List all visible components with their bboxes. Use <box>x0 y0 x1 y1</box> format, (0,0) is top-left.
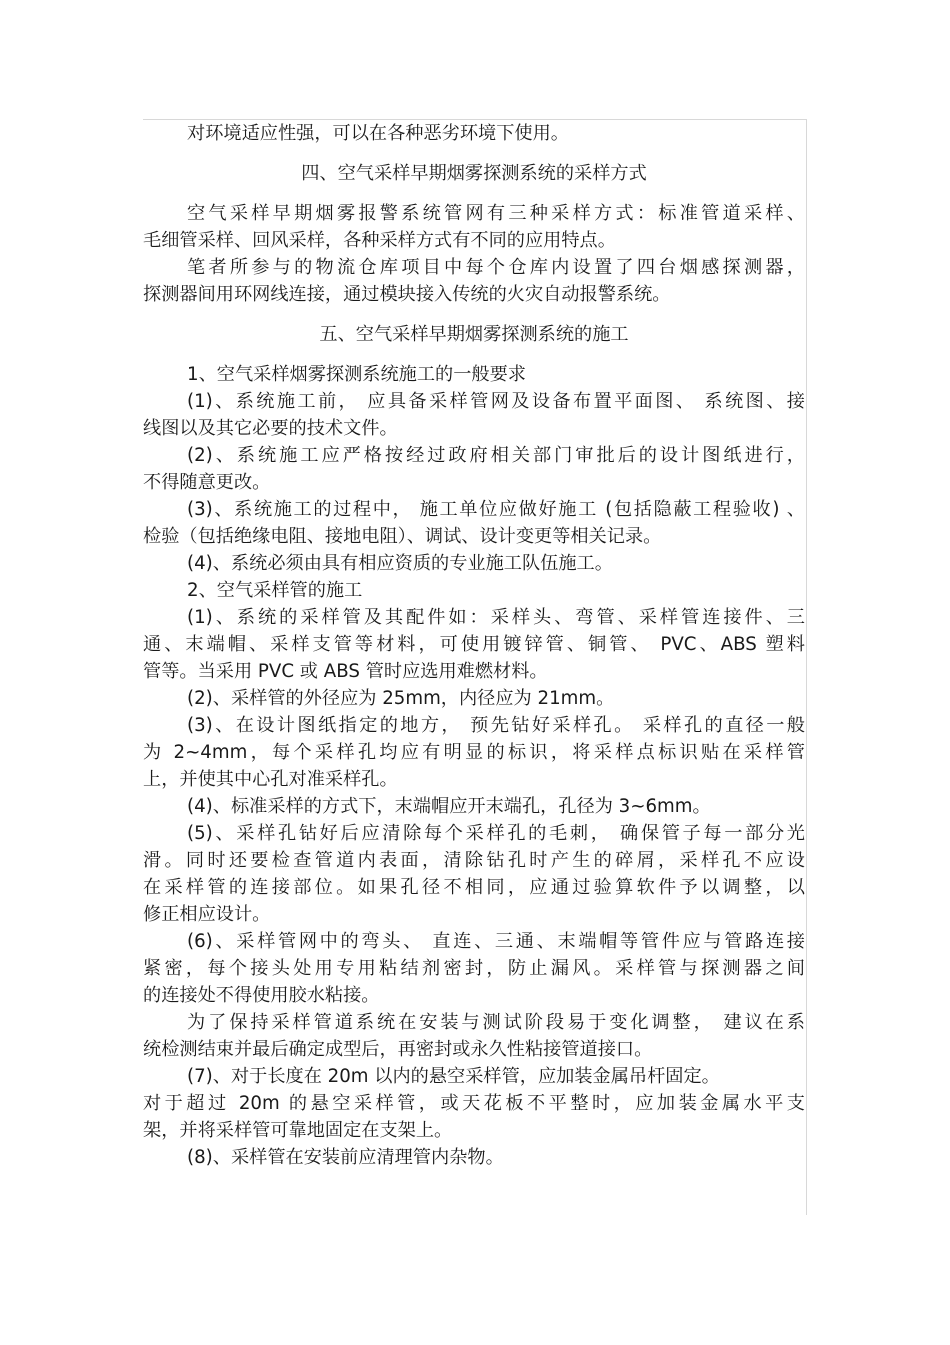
paragraph-line: (6)、采样管网中的弯头、 直连、三通、末端帽等管件应与管路连接 <box>187 931 805 952</box>
paragraph-line: 为了保持采样管道系统在安装与测试阶段易于变化调整， 建议在系 <box>187 1012 805 1033</box>
paragraph-line: 的连接处不得使用胶水粘接。 <box>143 985 380 1006</box>
paragraph-line: (1)、系统的采样管及其配件如：采样头、弯管、采样管连接件、三 <box>187 607 805 628</box>
paragraph-line: 不得随意更改。 <box>143 472 271 493</box>
paragraph-line: 探测器间用环网线连接，通过模块接入传统的火灾自动报警系统。 <box>143 284 671 305</box>
paragraph-line: 上，并使其中心孔对准采样孔。 <box>143 769 398 790</box>
paragraph-line: 统检测结束并最后确定成型后，再密封或永久性粘接管道接口。 <box>143 1039 653 1060</box>
paragraph-line: (2)、系统施工应严格按经过政府相关部门审批后的设计图纸进行， <box>187 445 805 466</box>
paragraph-line: 修正相应设计。 <box>143 904 271 925</box>
paragraph-line: (1)、系统施工前， 应具备采样管网及设备布置平面图、 系统图、接 <box>187 391 805 412</box>
paragraph-line: 为 2~4mm，每个采样孔均应有明显的标识，将采样点标识贴在采样管 <box>143 742 805 763</box>
paragraph-line: 在采样管的连接部位。如果孔径不相同，应通过验算软件予以调整，以 <box>143 877 805 898</box>
paragraph-line: 毛细管采样、回风采样，各种采样方式有不同的应用特点。 <box>143 230 616 251</box>
subsection-heading-1: 1、空气采样烟雾探测系统施工的一般要求 <box>187 364 526 385</box>
paragraph-line: 对环境适应性强，可以在各种恶劣环境下使用。 <box>187 123 569 144</box>
paragraph-line: (4)、标准采样的方式下，末端帽应开末端孔，孔径为 3~6mm。 <box>187 796 711 817</box>
paragraph-line: 架，并将采样管可靠地固定在支架上。 <box>143 1120 453 1141</box>
paragraph-line: (3)、在设计图纸指定的地方， 预先钻好采样孔。 采样孔的直径一般 <box>187 715 805 736</box>
paragraph-line: 线图以及其它必要的技术文件。 <box>143 418 398 439</box>
paragraph-line: (3)、系统施工的过程中， 施工单位应做好施工 (包括隐蔽工程验收) 、 <box>187 499 805 520</box>
paragraph-line: (8)、采样管在安装前应清理管内杂物。 <box>187 1147 504 1168</box>
paragraph-line: 紧密，每个接头处用专用粘结剂密封，防止漏风。采样管与探测器之间 <box>143 958 805 979</box>
subsection-heading-2: 2、空气采样管的施工 <box>187 580 363 601</box>
section-heading-5: 五、空气采样早期烟雾探测系统的施工 <box>319 324 629 345</box>
document-body <box>143 120 805 1171</box>
paragraph-line: (4)、系统必须由具有相应资质的专业施工队伍施工。 <box>187 553 613 574</box>
paragraph-line: 笔者所参与的物流仓库项目中每个仓库内设置了四台烟感探测器， <box>187 257 805 278</box>
paragraph-line: (2)、采样管的外径应为 25mm，内径应为 21mm。 <box>187 688 615 709</box>
paragraph-line: 管等。当采用 PVC 或 ABS 管时应选用难燃材料。 <box>143 661 548 682</box>
paragraph-line: 通、末端帽、采样支管等材料，可使用镀锌管、铜管、 PVC、ABS 塑料 <box>143 634 805 655</box>
paragraph-line: 空气采样早期烟雾报警系统管网有三种采样方式：标准管道采样、 <box>187 203 805 224</box>
paragraph-line: (7)、对于长度在 20m 以内的悬空采样管，应加装金属吊杆固定。 <box>187 1066 720 1087</box>
paragraph-line: 滑。同时还要检查管道内表面，清除钻孔时产生的碎屑，采样孔不应设 <box>143 850 805 871</box>
section-heading-4: 四、空气采样早期烟雾探测系统的采样方式 <box>301 163 647 184</box>
paragraph-line: 对于超过 20m 的悬空采样管，或天花板不平整时，应加装金属水平支 <box>143 1093 805 1114</box>
paragraph-line: 检验（包括绝缘电阻、接地电阻）、调试、设计变更等相关记录。 <box>143 526 662 547</box>
paragraph-line: (5)、采样孔钻好后应清除每个采样孔的毛刺， 确保管子每一部分光 <box>187 823 805 844</box>
